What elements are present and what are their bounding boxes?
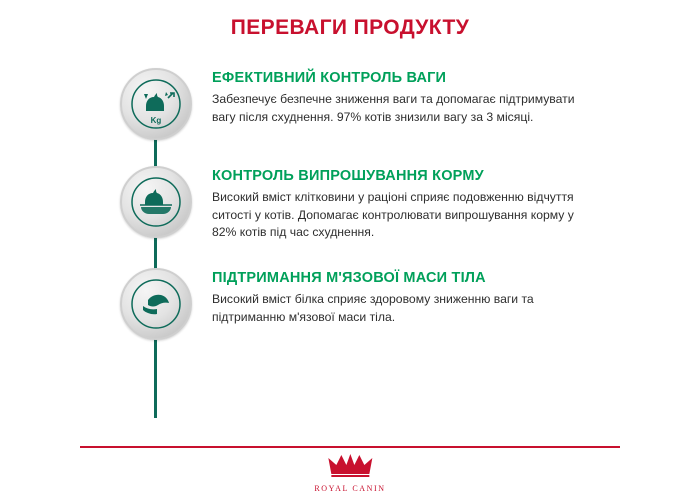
benefit-icon-wrap [120, 166, 192, 238]
benefit-body: Забезпечує безпечне зниження ваги та допомагає підтримувати вагу після схуднення. 97% котів знизили вагу за 3 місяці. [212, 92, 575, 124]
footer-divider [80, 446, 620, 448]
benefit-icon-caption: Kg [150, 116, 162, 125]
benefit-item [100, 166, 672, 242]
benefit-text [212, 68, 672, 126]
page-title: ПЕРЕВАГИ ПРОДУКТУ [230, 16, 470, 39]
benefit-icon-wrap [120, 268, 192, 340]
royal-canin-crown-logo [314, 452, 385, 493]
benefits-list [0, 68, 700, 340]
brand-name: ROYAL CANIN [314, 484, 386, 493]
benefit-heading: КОНТРОЛЬ ВИПРОШУВАННЯ КОРМУ [212, 168, 484, 184]
footer [0, 446, 700, 500]
cat-food-bowl-icon [120, 166, 192, 238]
cat-muscle-icon [120, 268, 192, 340]
cat-weight-scale-icon [120, 68, 192, 140]
benefit-heading: ЕФЕКТИВНИЙ КОНТРОЛЬ ВАГИ [212, 70, 447, 86]
benefit-icon-wrap [120, 68, 192, 140]
benefit-body: Високий вміст клітковини у раціоні сприяє подовженню відчуття ситості у котів. Допомагає контролювати випрошування корму у 82% котів під час схуднення. [212, 190, 574, 240]
benefit-body: Високий вміст білка сприяє здоровому зниженню ваги та підтриманню м'язової маси тіла. [212, 292, 534, 324]
benefit-item [100, 68, 672, 140]
benefit-item [100, 268, 672, 340]
benefit-heading: ПІДТРИМАННЯ М'ЯЗОВОЇ МАСИ ТІЛА [212, 270, 486, 287]
benefit-text [212, 166, 672, 242]
benefit-text [212, 268, 672, 326]
